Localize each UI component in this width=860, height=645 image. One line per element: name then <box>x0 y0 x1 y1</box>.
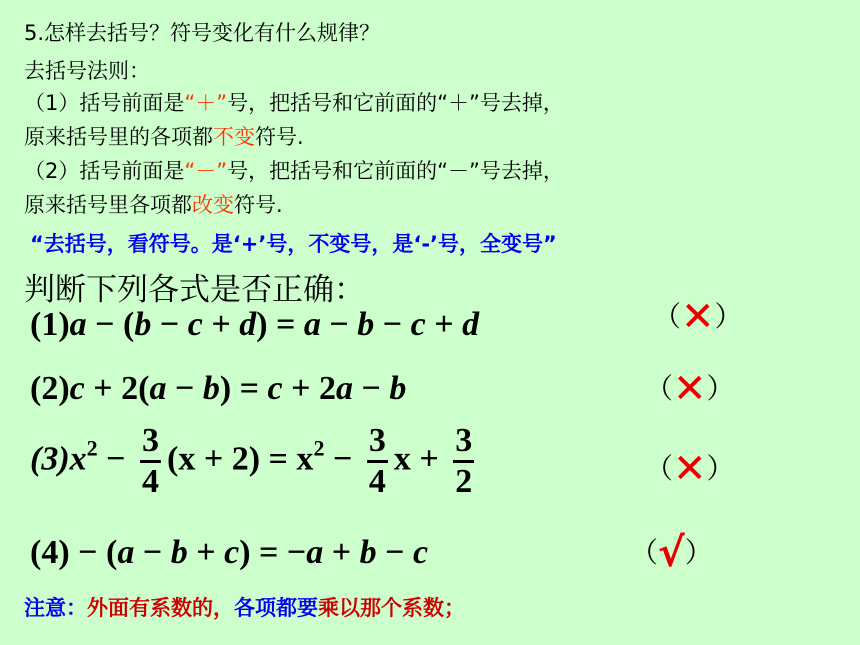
rule-2-part-b: 号，把括号和它前面的“－”号去掉， <box>227 159 564 183</box>
note-part-3: 乘以那个系数； <box>318 596 465 620</box>
answer-mark-1 <box>653 294 743 340</box>
note-line <box>24 592 465 622</box>
expr3-minus-2: − <box>324 440 361 478</box>
expression-2: (2)c + 2(a − b) = c + 2a − b <box>30 370 407 407</box>
rule-2-keyword: 改变 <box>192 193 234 217</box>
expr3-exponent-2: 2 <box>313 435 325 461</box>
mnemonic: “去括号，看符号。是‘+’号，不变号，是‘-’号，全变号” <box>30 232 557 256</box>
mark-close: ） <box>714 300 743 333</box>
rule-1-part-b: 号，把括号和它前面的“＋”号去掉， <box>227 91 564 115</box>
note-label: 注意： <box>24 596 87 620</box>
rule-2-line-2 <box>24 192 283 218</box>
expr3-minus: − <box>97 440 135 478</box>
rule-1-keyword: 不变 <box>213 125 255 149</box>
mark-close: ） <box>706 372 735 405</box>
question-text: 5.怎样去括号？符号变化有什么规律？ <box>24 21 381 45</box>
cross-icon: ✕ <box>673 366 707 412</box>
expr3-tail: x + <box>393 440 448 478</box>
mark-open: （ <box>645 452 674 485</box>
rule-1-part-a: （1）括号前面是 <box>24 91 185 115</box>
judge-title: 判断下列各式是否正确： <box>24 272 365 308</box>
mark-open: （ <box>645 372 674 405</box>
expression-1: (1)a − (b − c + d) = a − b − c + d <box>30 306 480 343</box>
expr3-mid: (x + 2) = x <box>167 440 314 478</box>
rule-title: 去括号法则： <box>24 59 150 83</box>
cross-icon: ✕ <box>673 446 707 492</box>
fraction-3-4: $\frac{3}{4}$ <box>142 422 160 500</box>
rule-1-line-2 <box>24 124 304 150</box>
note-part-1: 外面有系数的， <box>87 596 234 620</box>
expr3-pre: (3)x <box>30 440 87 478</box>
check-icon: √ <box>658 530 685 576</box>
rule-2-sign: “－” <box>184 159 228 183</box>
rule-1-part-d: 符号. <box>255 125 304 149</box>
rule-1-sign: “＋” <box>184 91 228 115</box>
cross-icon: ✕ <box>681 294 715 340</box>
mark-open: （ <box>653 300 682 333</box>
expression-3 <box>30 422 480 501</box>
fraction-3-2: $\frac{3}{2}$ <box>455 422 473 500</box>
rule-2-part-c: 原来括号里各项都 <box>24 193 192 217</box>
answer-mark-4 <box>630 530 713 576</box>
expression-4: (4) − (a − b + c) = −a + b − c <box>30 534 429 571</box>
fraction-3-4-b: $\frac{3}{4}$ <box>368 422 386 500</box>
answer-mark-2 <box>645 366 735 412</box>
mark-close: ） <box>706 452 735 485</box>
rule-2-part-a: （2）括号前面是 <box>24 159 185 183</box>
rule-1-part-c: 原来括号里的各项都 <box>24 125 213 149</box>
mark-open: （ <box>630 536 659 569</box>
rule-2-part-d: 符号. <box>234 193 283 217</box>
expr3-exponent: 2 <box>86 435 98 461</box>
answer-mark-3 <box>645 446 735 492</box>
rule-2-line-1 <box>24 158 564 184</box>
rule-1-line-1 <box>24 90 564 116</box>
mark-close: ） <box>684 536 713 569</box>
note-part-2: 各项都要 <box>234 596 318 620</box>
